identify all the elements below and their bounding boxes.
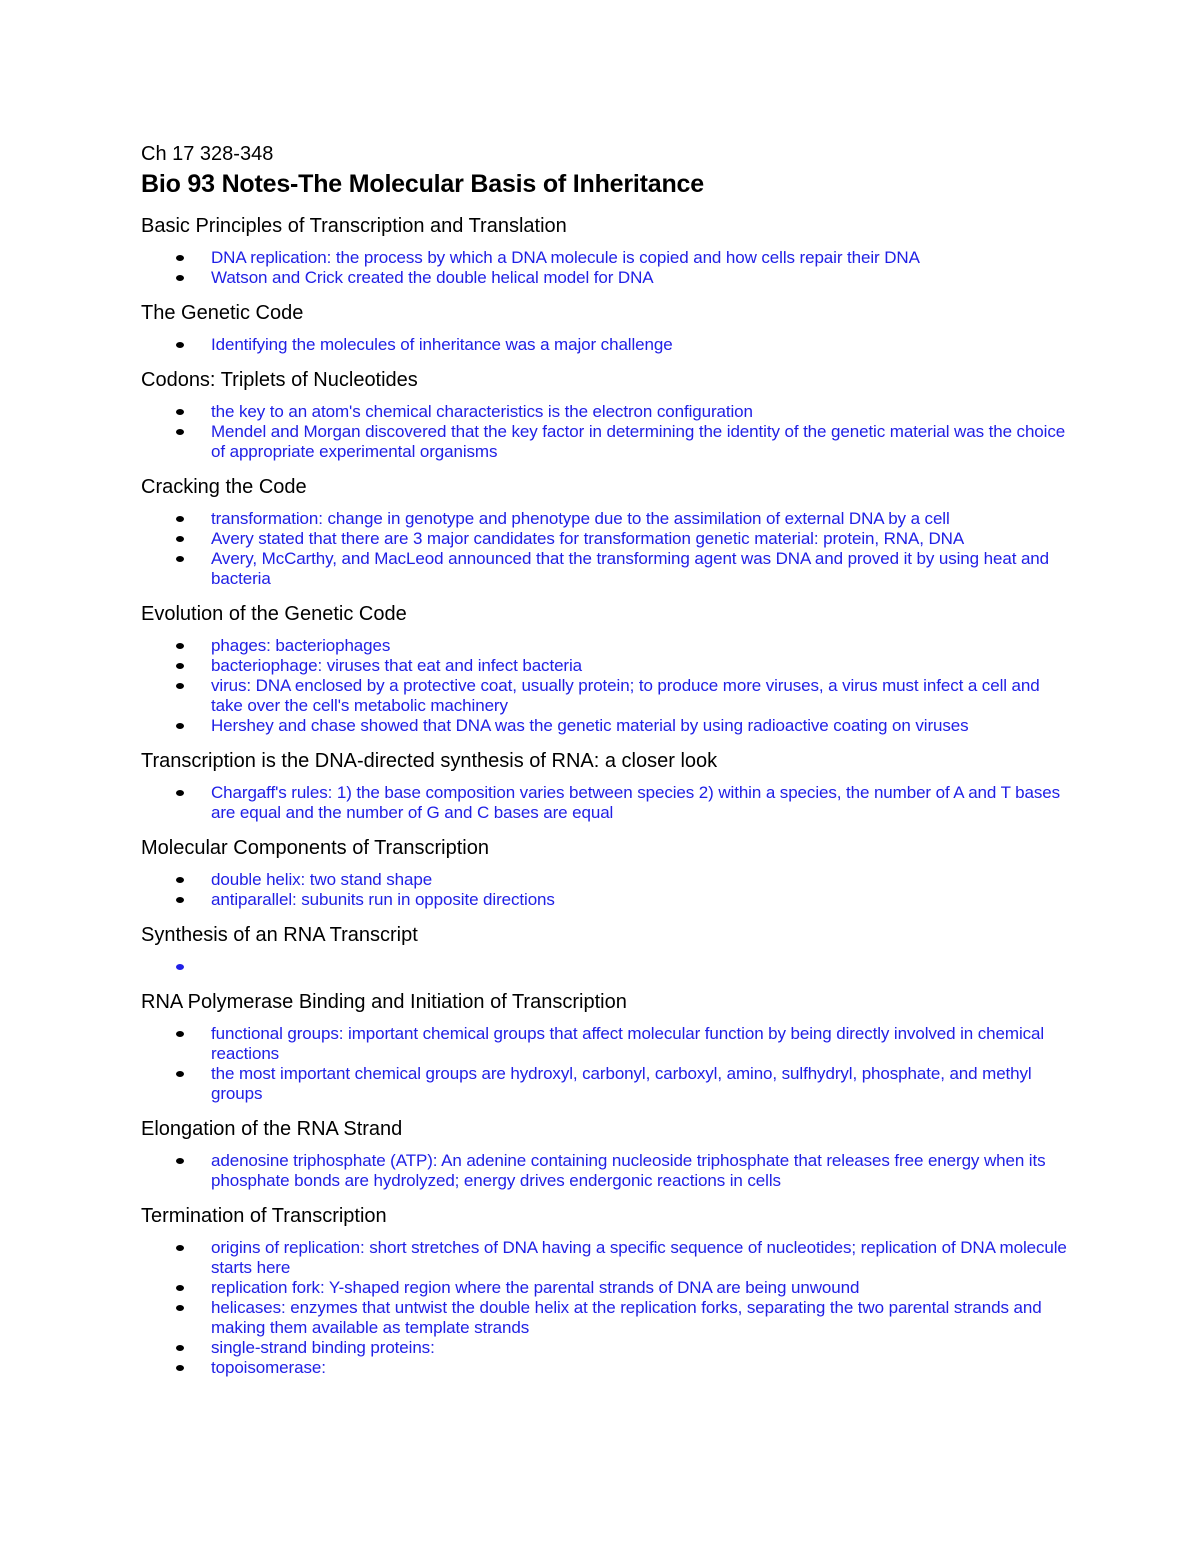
- list-item-text: Chargaff's rules: 1) the base composition varies between species 2) within a species, the number of A and T bases are equal and the number of G and C bases are equal: [211, 783, 1061, 822]
- notes-section: [141, 835, 1071, 910]
- section-heading: Termination of Transcription: [141, 1205, 387, 1227]
- list-item-text: Avery stated that there are 3 major candidates for transformation genetic material: protein, RNA, DNA: [211, 529, 965, 548]
- list-item: [141, 716, 1071, 736]
- section-heading: Transcription is the DNA-directed synthesis of RNA: a closer look: [141, 750, 718, 772]
- bullet-list: [141, 509, 1071, 589]
- bullet-icon: [176, 255, 184, 261]
- bullet-icon: [176, 1365, 184, 1371]
- list-item: [141, 268, 1071, 288]
- notes-section: [141, 922, 1071, 977]
- list-item-text: double helix: two stand shape: [211, 870, 433, 889]
- bullet-icon: [176, 877, 184, 883]
- list-item-text: the key to an atom's chemical characteristics is the electron configuration: [211, 402, 753, 421]
- bullet-icon: [176, 1345, 184, 1351]
- list-item: [141, 636, 1071, 656]
- bullet-list: [141, 1024, 1071, 1104]
- bullet-icon: [176, 1158, 184, 1164]
- bullet-list: [141, 402, 1071, 462]
- bullet-icon: [176, 429, 184, 435]
- bullet-icon: [176, 342, 184, 348]
- list-item: [141, 1298, 1071, 1338]
- bullet-list: [141, 783, 1071, 823]
- list-item: [141, 676, 1071, 716]
- list-item-text: replication fork: Y-shaped region where the parental strands of DNA are being unwound: [211, 1278, 860, 1297]
- list-item: [141, 1151, 1071, 1191]
- list-item-text: Avery, McCarthy, and MacLeod announced that the transforming agent was DNA and proved it by using heat and bacteria: [211, 549, 1050, 588]
- bullet-list: [141, 870, 1071, 910]
- bullet-icon: [176, 516, 184, 522]
- list-item-text: adenosine triphosphate (ATP): An adenine containing nucleoside triphosphate that releases free energy when its phosphate bonds are hydrolyzed; energy drives endergonic reactions in cells: [211, 1151, 1046, 1190]
- list-item: [141, 422, 1071, 462]
- list-item: [141, 870, 1071, 890]
- document-title: Bio 93 Notes-The Molecular Basis of Inheritance: [141, 170, 704, 198]
- bullet-list: [141, 1151, 1071, 1191]
- list-item: [141, 248, 1071, 268]
- notes-section: [141, 989, 1071, 1104]
- list-item: [141, 529, 1071, 549]
- bullet-icon: [176, 536, 184, 542]
- notes-section: [141, 474, 1071, 589]
- list-item: [141, 402, 1071, 422]
- list-item-text: phages: bacteriophages: [211, 636, 391, 655]
- list-item: [141, 957, 1071, 977]
- list-item-text: transformation: change in genotype and phenotype due to the assimilation of external DNA by a cell: [211, 509, 950, 528]
- bullet-icon: [176, 683, 184, 689]
- list-item-text: virus: DNA enclosed by a protective coat, usually protein; to produce more viruses, a virus must infect a cell and take over the cell's metabolic machinery: [211, 676, 1040, 715]
- bullet-icon: [176, 964, 184, 970]
- section-heading: Elongation of the RNA Strand: [141, 1118, 403, 1140]
- list-item: [141, 1358, 1071, 1378]
- bullet-icon: [176, 556, 184, 562]
- list-item: [141, 335, 1071, 355]
- bullet-icon: [176, 409, 184, 415]
- bullet-list: [141, 1238, 1071, 1378]
- list-item: [141, 1278, 1071, 1298]
- list-item-text: [211, 957, 1071, 977]
- list-item-text: antiparallel: subunits run in opposite directions: [211, 890, 555, 909]
- notes-section: [141, 213, 1071, 288]
- notes-section: [141, 300, 1071, 355]
- list-item: [141, 1064, 1071, 1104]
- bullet-icon: [176, 1071, 184, 1077]
- list-item-text: single-strand binding proteins:: [211, 1338, 435, 1357]
- list-item-text: Hershey and chase showed that DNA was the genetic material by using radioactive coating on viruses: [211, 716, 969, 735]
- list-item-text: Identifying the molecules of inheritance was a major challenge: [211, 335, 673, 354]
- bullet-icon: [176, 897, 184, 903]
- list-item-text: bacteriophage: viruses that eat and infect bacteria: [211, 656, 583, 675]
- list-item-text: Mendel and Morgan discovered that the key factor in determining the identity of the genetic material was the choice of appropriate experimental organisms: [211, 422, 1066, 461]
- list-item-text: functional groups: important chemical groups that affect molecular function by being directly involved in chemical reactions: [211, 1024, 1045, 1063]
- notes-section: [141, 367, 1071, 462]
- bullet-icon: [176, 790, 184, 796]
- notes-section: [141, 1203, 1071, 1378]
- bullet-icon: [176, 1285, 184, 1291]
- bullet-list: [141, 636, 1071, 736]
- list-item-text: topoisomerase:: [211, 1358, 326, 1377]
- bullet-list: [141, 248, 1071, 288]
- section-heading: Molecular Components of Transcription: [141, 837, 489, 859]
- bullet-icon: [176, 1245, 184, 1251]
- section-heading: Cracking the Code: [141, 476, 307, 498]
- bullet-icon: [176, 275, 184, 281]
- notes-section: [141, 601, 1071, 736]
- list-item: [141, 656, 1071, 676]
- bullet-icon: [176, 1031, 184, 1037]
- list-item: [141, 1024, 1071, 1064]
- bullet-icon: [176, 1305, 184, 1311]
- bullet-list: [141, 335, 1071, 355]
- list-item: [141, 549, 1071, 589]
- notes-section: [141, 748, 1071, 823]
- section-heading: RNA Polymerase Binding and Initiation of Transcription: [141, 991, 627, 1013]
- list-item-text: Watson and Crick created the double helical model for DNA: [211, 268, 654, 287]
- section-heading: Codons: Triplets of Nucleotides: [141, 369, 418, 391]
- list-item: [141, 890, 1071, 910]
- list-item: [141, 783, 1071, 823]
- list-item: [141, 1238, 1071, 1278]
- list-item-text: origins of replication: short stretches of DNA having a specific sequence of nucleotides; replication of DNA molecule starts here: [211, 1238, 1067, 1277]
- list-item-text: helicases: enzymes that untwist the double helix at the replication forks, separating the two parental strands and making them available as template strands: [211, 1298, 1042, 1337]
- bullet-icon: [176, 643, 184, 649]
- document-page: [141, 141, 1071, 1390]
- notes-sections: [141, 213, 1071, 1378]
- notes-section: [141, 1116, 1071, 1191]
- list-item: [141, 509, 1071, 529]
- bullet-list: [141, 957, 1071, 977]
- bullet-icon: [176, 663, 184, 669]
- list-item-text: the most important chemical groups are hydroxyl, carbonyl, carboxyl, amino, sulfhydryl, phosphate, and methyl groups: [211, 1064, 1032, 1103]
- section-heading: Basic Principles of Transcription and Translation: [141, 215, 567, 237]
- bullet-icon: [176, 723, 184, 729]
- section-heading: Synthesis of an RNA Transcript: [141, 924, 418, 946]
- chapter-reference: Ch 17 328-348: [141, 143, 274, 165]
- section-heading: Evolution of the Genetic Code: [141, 603, 407, 625]
- section-heading: The Genetic Code: [141, 302, 304, 324]
- list-item-text: DNA replication: the process by which a DNA molecule is copied and how cells repair their DNA: [211, 248, 920, 267]
- list-item: [141, 1338, 1071, 1358]
